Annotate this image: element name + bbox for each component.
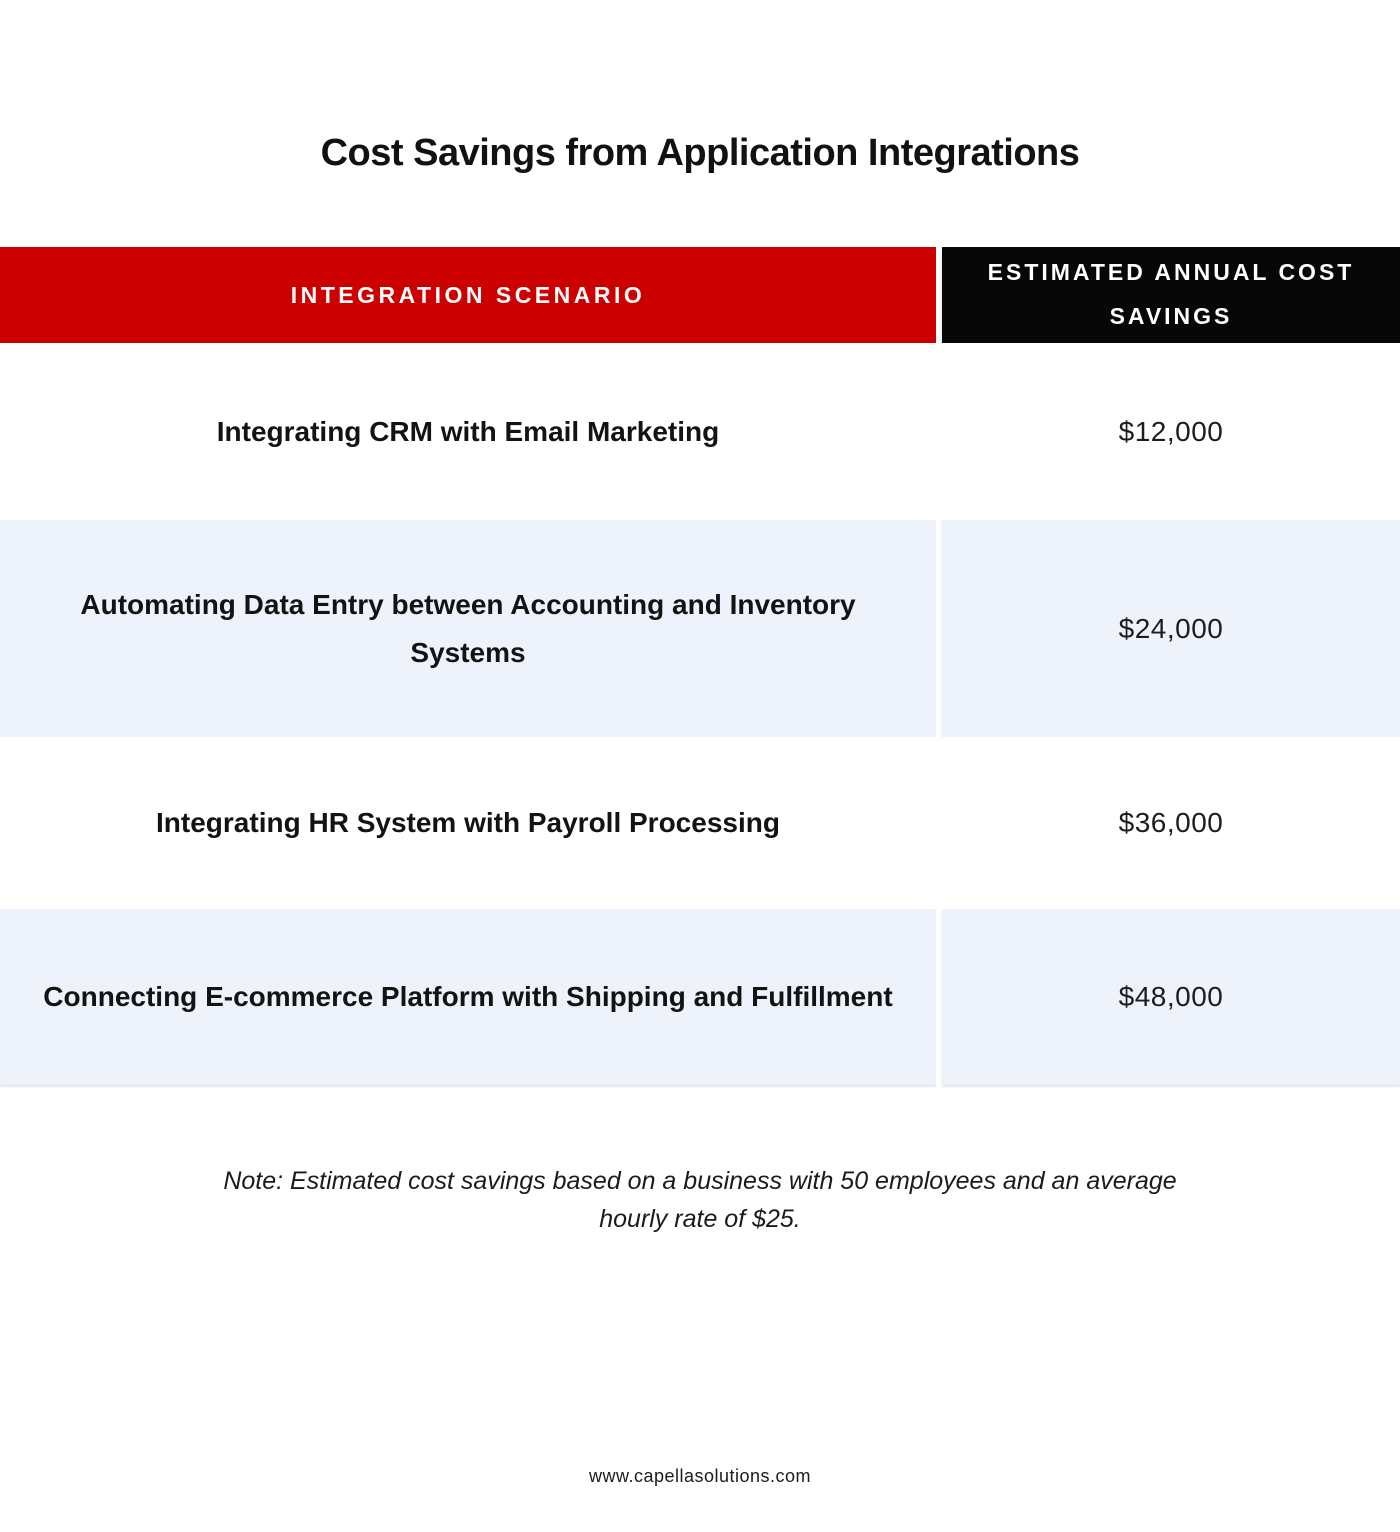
- header-cell-integration-scenario: INTEGRATION SCENARIO: [0, 247, 936, 343]
- footnote-text: Note: Estimated cost savings based on a business with 50 employees and an average hourly rate of $25.: [223, 1167, 1177, 1233]
- savings-cell: $24,000: [942, 520, 1400, 737]
- table-row: [0, 737, 1400, 909]
- scenario-cell: Automating Data Entry between Accounting and Inventory Systems: [0, 520, 936, 737]
- header-cell-annual-cost-savings: ESTIMATED ANNUAL COST SAVINGS: [942, 247, 1400, 343]
- scenario-cell: Connecting E-commerce Platform with Shipping and Fulfillment: [0, 909, 936, 1085]
- cost-savings-table: [0, 247, 1400, 1085]
- footer-url: www.capellasolutions.com: [588, 1466, 812, 1486]
- table-row: [0, 343, 1400, 520]
- table-row: [0, 520, 1400, 737]
- table-header-row: [0, 247, 1400, 343]
- infographic-page: [0, 132, 1400, 1532]
- table-row: [0, 909, 1400, 1085]
- scenario-cell: Integrating HR System with Payroll Processing: [0, 737, 936, 909]
- scenario-cell: Integrating CRM with Email Marketing: [0, 343, 936, 520]
- page-title: Cost Savings from Application Integrations: [320, 132, 1080, 174]
- savings-cell: $48,000: [942, 909, 1400, 1085]
- savings-cell: $36,000: [942, 737, 1400, 909]
- savings-cell: $12,000: [942, 343, 1400, 520]
